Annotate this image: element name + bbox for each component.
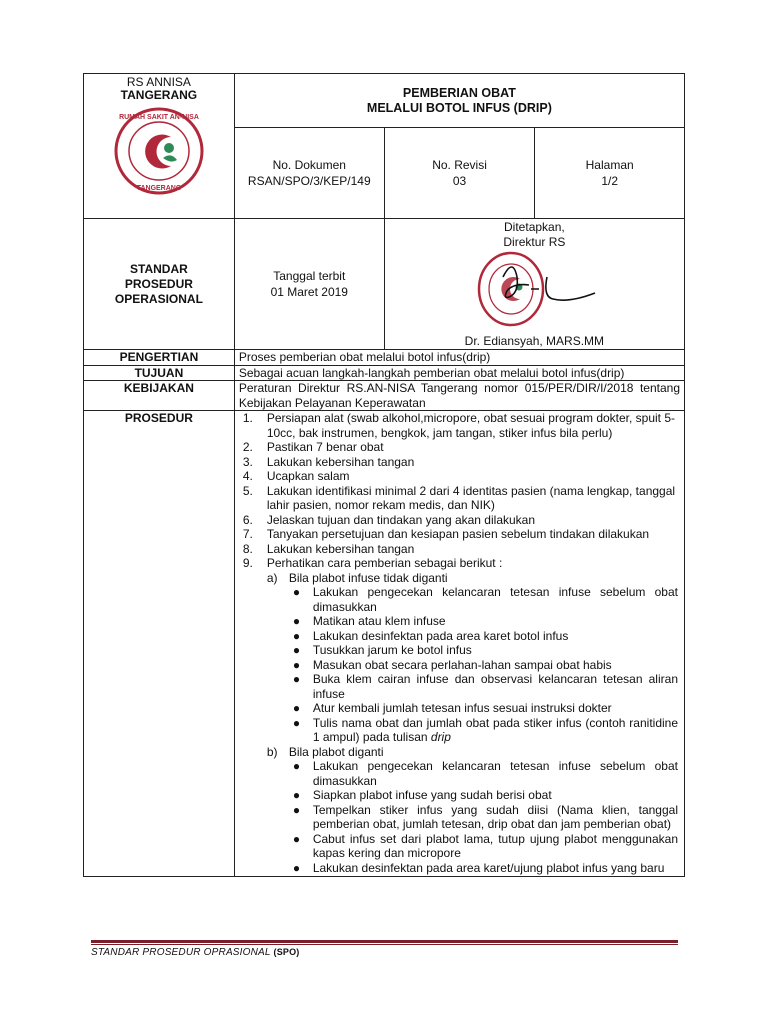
- sub-procedure-a: [267, 571, 680, 745]
- bullet-icon: ●: [292, 788, 301, 802]
- list-item: ● Lakukan pengecekan kelancaran tetesan infuse sebelum obat dimasukkan: [292, 759, 678, 788]
- document-number-label: No. Dokumen: [272, 158, 346, 172]
- procedure-step: 2. Pastikan 7 benar obat: [242, 440, 384, 454]
- revision-value: 03: [452, 174, 467, 188]
- footer-rule-thick: [91, 940, 678, 943]
- bullet-icon: ●: [292, 860, 301, 875]
- list-item: ● Tusukkan jarum ke botol infus: [292, 643, 472, 657]
- pengertian-text: Proses pemberian obat melalui botol infus(drip): [234, 350, 684, 366]
- bullet-icon: ●: [292, 802, 301, 817]
- issue-date-value: 01 Maret 2019: [270, 285, 348, 299]
- tujuan-label: TUJUAN: [84, 365, 235, 381]
- bullet-icon: ●: [292, 628, 301, 643]
- revision-label: No. Revisi: [432, 158, 487, 172]
- procedure-step: 8. Lakukan kebersihan tangan: [242, 541, 415, 556]
- sub-a-title: Bila plabot infuse tidak diganti: [288, 570, 448, 585]
- list-item: ● Atur kembali jumlah tetesan infus sesuai instruksi dokter: [292, 701, 612, 715]
- footer-text: STANDAR PROSEDUR OPRASIONAL: [91, 947, 274, 958]
- list-item: ● Masukan obat secara perlahan-lahan sampai obat habis: [292, 657, 612, 672]
- approval-cell: [384, 219, 684, 350]
- procedure-step: 4. Ucapkan salam: [242, 469, 350, 483]
- sop-label-line1: STANDAR: [130, 261, 188, 276]
- list-item: ● Tempelkan stiker infus yang sudah diisi (Nama klien, tanggal pemberian obat, jumlah tetesan, drip obat dan jam pemberian obat): [292, 802, 678, 831]
- procedure-step: 6. Jelaskan tujuan dan tindakan yang akan dilakukan: [242, 512, 536, 527]
- hospital-logo: [113, 106, 205, 196]
- tujuan-text: Sebagai acuan langkah-langkah pemberian obat melalui botol infus(drip): [234, 365, 684, 381]
- bullet-icon: ●: [292, 715, 301, 730]
- list-item: ● Cabut infus set dari plabot lama, tutup ujung plabot menggunakan kapas kering dan micropore: [292, 831, 678, 860]
- bullet-icon: ●: [292, 759, 301, 773]
- sop-label-line3: OPERASIONAL: [114, 291, 203, 306]
- bullet-icon: ●: [292, 701, 301, 715]
- bullet-icon: ●: [292, 831, 301, 846]
- page-value: 1/2: [601, 174, 618, 188]
- document-number-value: RSAN/SPO/3/KEP/149: [247, 174, 371, 188]
- list-item: ● Lakukan desinfektan pada area karet botol infus: [292, 628, 569, 643]
- signatory-name: Dr. Ediansyah, MARS.MM: [464, 333, 605, 348]
- sub-b-list: [289, 759, 680, 875]
- procedure-step: 7. Tanyakan persetujuan dan kesiapan pasien sebelum tindakan dilakukan: [242, 527, 650, 541]
- bullet-icon: ●: [292, 614, 301, 628]
- sop-document-table: [83, 73, 685, 877]
- approval-line2: Direktur RS: [503, 235, 566, 249]
- hospital-name-line1: RS ANNISA: [126, 75, 191, 89]
- bullet-icon: ●: [292, 672, 301, 686]
- pengertian-label: PENGERTIAN: [84, 350, 235, 366]
- footer-rule-thin: [91, 944, 678, 945]
- revision-cell: [384, 128, 535, 219]
- issue-date-cell: [234, 219, 384, 350]
- drip-italic-word: drip: [430, 730, 451, 744]
- procedure-steps-list: [239, 411, 680, 875]
- procedure-step: 9. Perhatikan cara pemberian sebagai berikut : a) Bila plabot infuse tidak diganti ● Lakukan pengecekan kelancaran tetesan infuse sebelum obat dimasukkan ● Matikan atau klem infuse ● Lakukan desinfektan pada area karet botol infus ● Tusukkan jarum ke botol infus ● Masukan obat secara perlahan-lahan sampai obat habis ● Buka klem cairan infuse dan observasi kelancaran tetesan aliran infuse ● Atur kembali jumlah tetesan infus sesuai instruksi dokter ● Tulis nama obat dan jumlah obat pada stiker infus (contoh ranitidine 1 ampul) pada tulisan drip b) Bila plabot diganti ● Lakukan pengecekan kelancaran tetesan infuse sebelum obat dimasukkan ● Siapkan plabot infuse yang sudah berisi obat ● Tempelkan stiker infus yang sudah diisi (Nama klien, tanggal pemberian obat, jumlah tetesan, drip obat dan jam pemberian obat) ● Cabut infus set dari plabot lama, tutup ujung plabot menggunakan kapas kering dan micropore ● Lakukan desinfektan pada area karet/ujung plabot infus yang baru: [242, 556, 678, 875]
- list-item: ● Lakukan desinfektan pada area karet/ujung plabot infus yang baru: [292, 860, 665, 875]
- issue-date-label: Tanggal terbit: [273, 269, 346, 283]
- kebijakan-label: KEBIJAKAN: [84, 381, 235, 411]
- list-item: ● Siapkan plabot infuse yang sudah berisi obat: [292, 788, 552, 802]
- bullet-icon: ●: [292, 643, 301, 657]
- footer-caption: [91, 947, 300, 958]
- list-item: ● Matikan atau klem infuse: [292, 614, 446, 628]
- page-cell: [535, 128, 685, 219]
- hospital-header-cell: [84, 74, 235, 219]
- svg-text:TANGERANG: TANGERANG: [136, 185, 182, 192]
- prosedur-content: [234, 411, 684, 877]
- sub-a-label: a): [266, 570, 278, 585]
- page-label: Halaman: [585, 158, 634, 172]
- stamp-and-signature: [473, 247, 603, 337]
- list-item: ● Tulis nama obat dan jumlah obat pada stiker infus (contoh ranitidine 1 ampul) pada tulisan drip: [292, 715, 678, 744]
- approval-line1: Ditetapkan,: [504, 220, 565, 234]
- document-title-line1: PEMBERIAN OBAT: [402, 85, 516, 100]
- sop-label-cell: [84, 219, 235, 350]
- procedure-step: 5. Lakukan identifikasi minimal 2 dari 4 identitas pasien (nama lengkap, tanggal lahir pasien, nomor rekam medis, dan NIK): [242, 483, 676, 512]
- list-item: ● Buka klem cairan infuse dan observasi kelancaran tetesan aliran infuse: [292, 672, 678, 701]
- sub-procedure-b: [267, 745, 680, 876]
- footer-abbreviation: (SPO): [273, 947, 300, 957]
- svg-text:RUMAH SAKIT AN-NISA: RUMAH SAKIT AN-NISA: [118, 114, 199, 121]
- kebijakan-text: Peraturan Direktur RS.AN-NISA Tangerang nomor 015/PER/DIR/I/2018 tentang Kebijakan Pelayanan Keperawatan: [234, 381, 684, 411]
- procedure-step: 1. Persiapan alat (swab alkohol,micropore, obat sesuai program dokter, spuit 5-10cc, bak instrumen, bengkok, jam tangan, stiker infus bila perlu): [242, 411, 676, 440]
- approval-heading: [385, 219, 684, 250]
- document-title-cell: [234, 74, 684, 128]
- sub-b-label: b): [266, 744, 278, 759]
- prosedur-label: PROSEDUR: [84, 411, 235, 877]
- hospital-name-line2: TANGERANG: [120, 88, 198, 102]
- document-number-cell: [234, 128, 384, 219]
- document-title-line2: MELALUI BOTOL INFUS (DRIP): [366, 100, 552, 115]
- sub-a-list: [289, 585, 680, 745]
- bullet-icon: ●: [292, 585, 301, 599]
- sub-b-title: Bila plabot diganti: [288, 744, 384, 759]
- bullet-icon: ●: [292, 657, 301, 672]
- procedure-step: 3. Lakukan kebersihan tangan: [242, 454, 415, 469]
- sop-label-line2: PROSEDUR: [124, 276, 193, 291]
- list-item: ● Lakukan pengecekan kelancaran tetesan infuse sebelum obat dimasukkan: [292, 585, 678, 614]
